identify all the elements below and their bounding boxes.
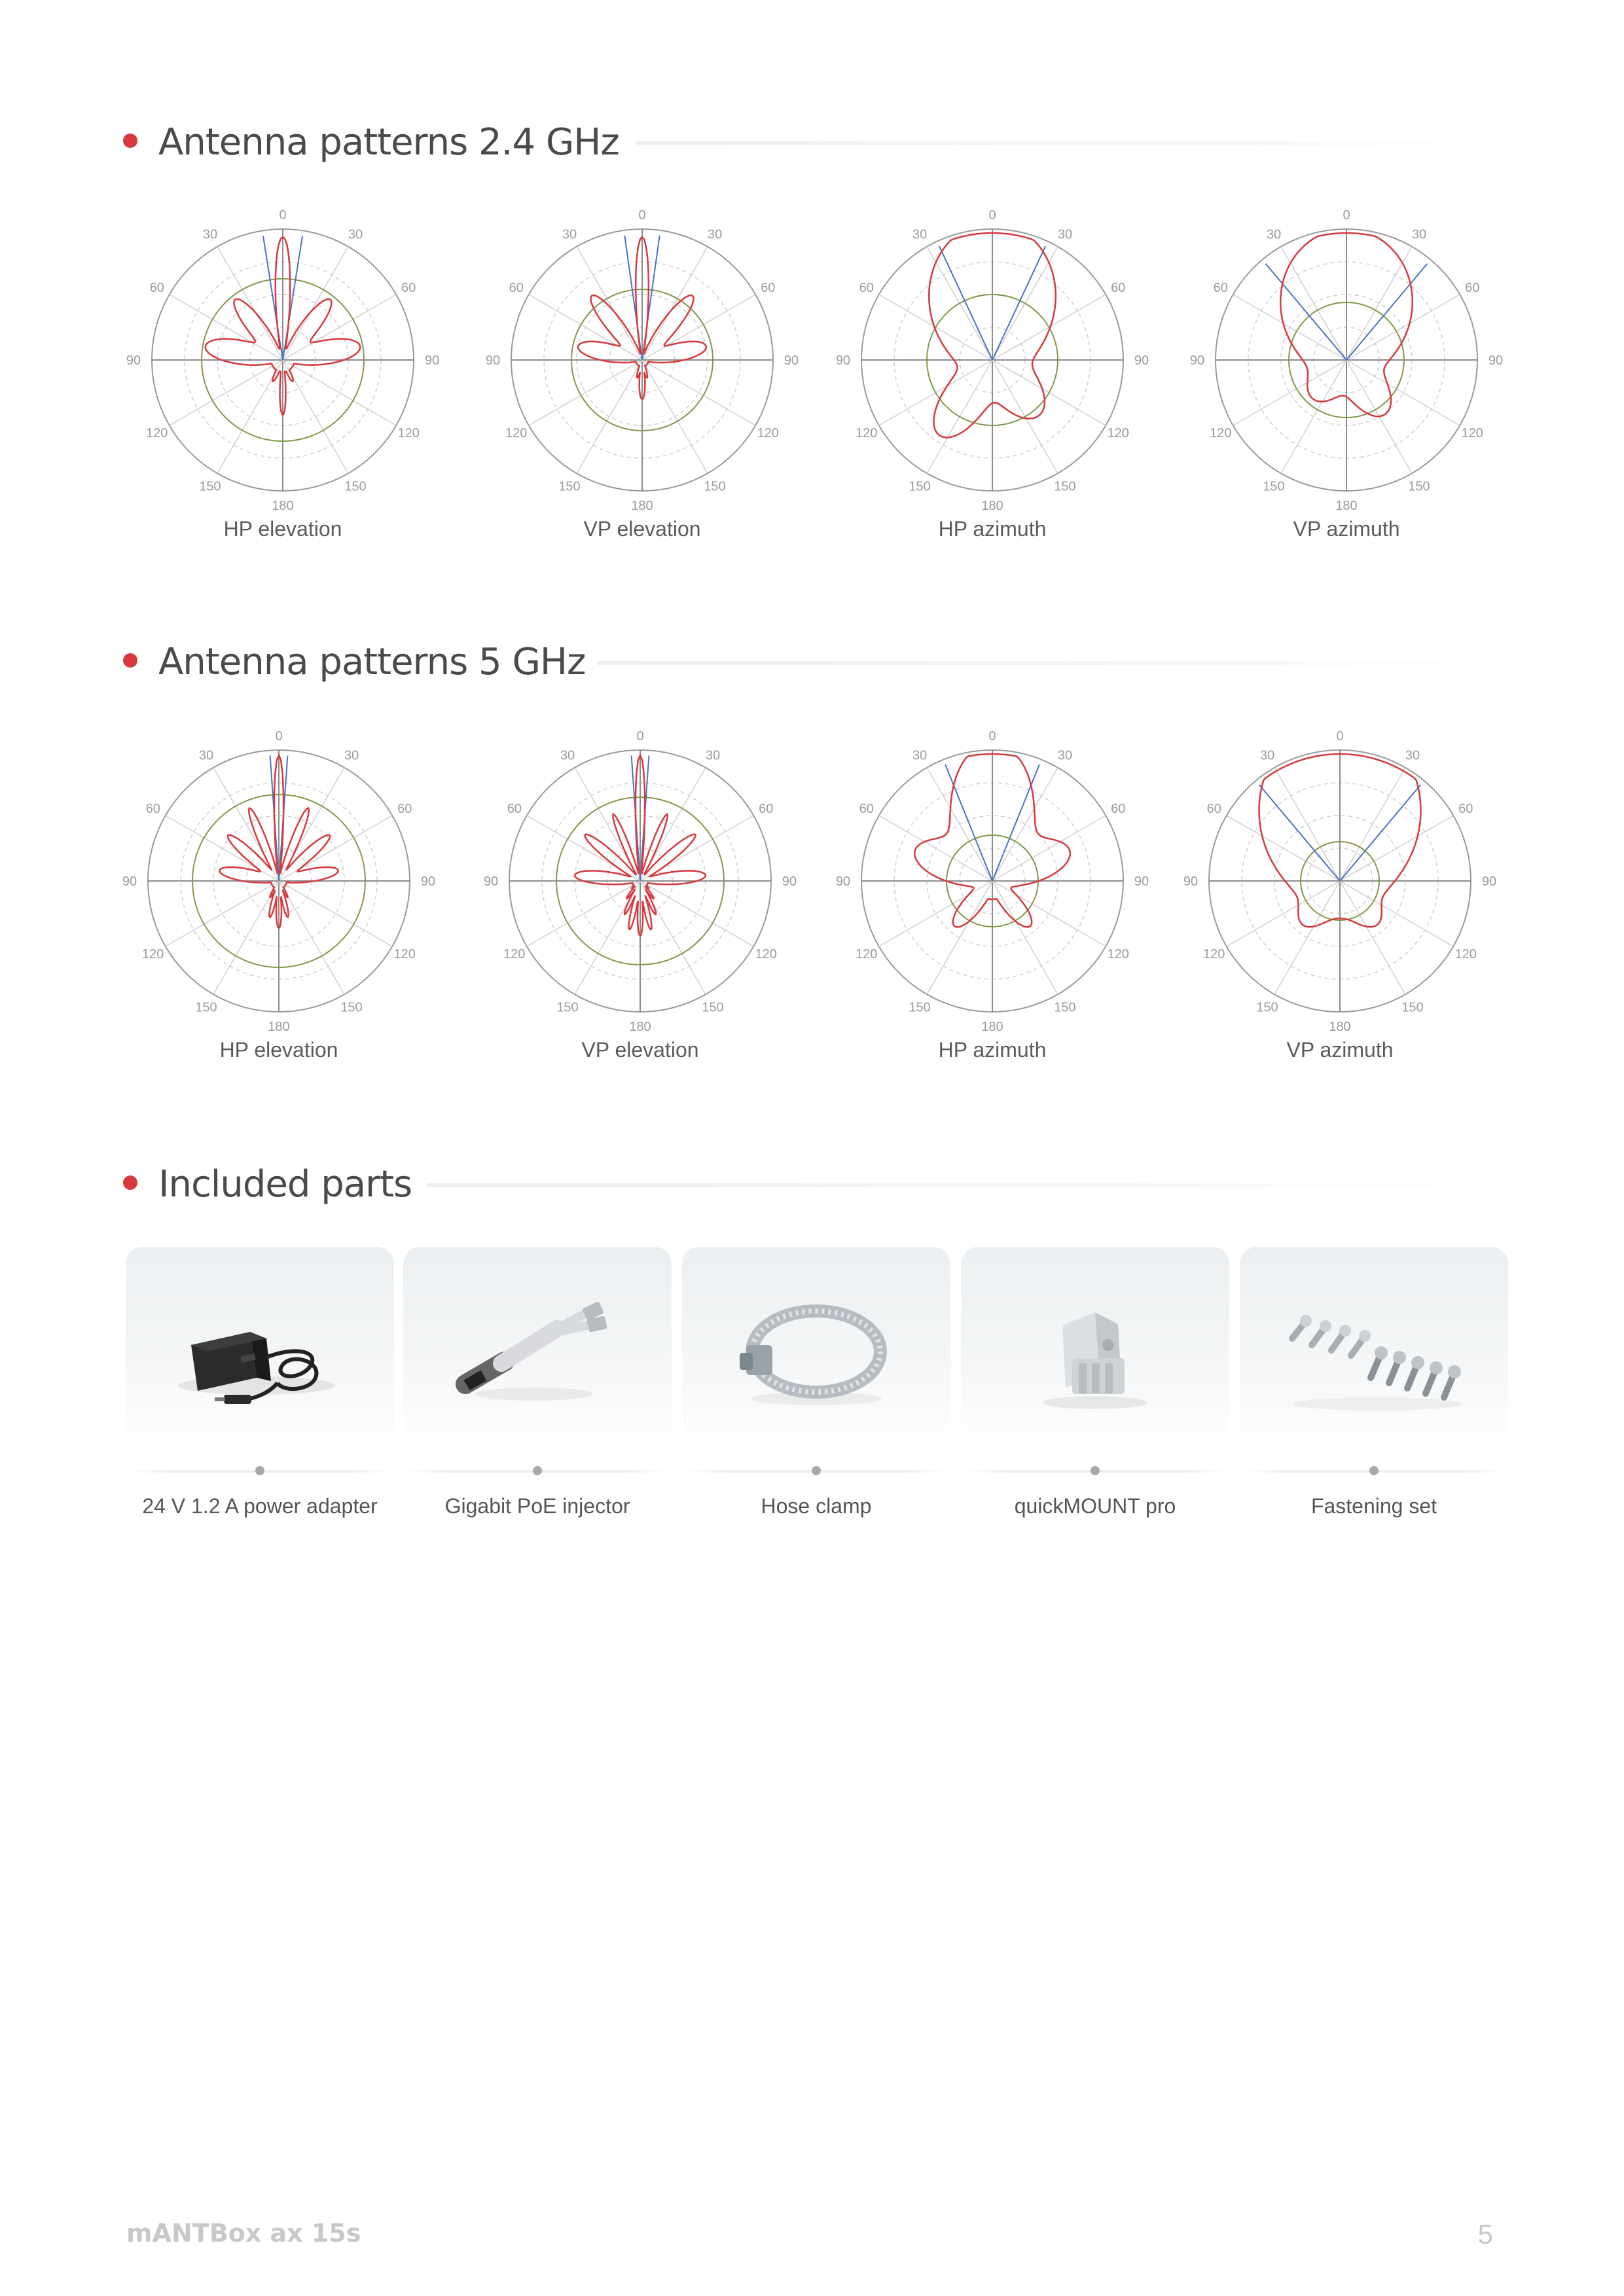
section-title: Antenna patterns 5 GHz — [158, 641, 586, 683]
angle-label: 150 — [340, 1000, 363, 1015]
angle-label: 120 — [393, 947, 416, 961]
angle-label: 150 — [558, 479, 581, 494]
fastening-set-icon — [1240, 1247, 1508, 1453]
section-bullet — [123, 134, 137, 148]
angle-label: 120 — [505, 426, 528, 440]
angle-label: 30 — [1405, 748, 1420, 763]
angle-label: 150 — [1256, 1000, 1278, 1015]
angle-label: 30 — [707, 227, 723, 242]
angle-label: 150 — [1054, 1000, 1076, 1015]
angle-label: 150 — [1263, 479, 1285, 494]
angle-label: 90 — [782, 874, 797, 889]
section-bullet — [123, 1175, 137, 1190]
angle-label: 60 — [509, 281, 524, 295]
angle-label: 60 — [145, 802, 160, 816]
angle-label: 90 — [1189, 353, 1205, 368]
angle-label: 90 — [1134, 353, 1149, 368]
angle-label: 90 — [424, 353, 440, 368]
angle-label: 180 — [629, 1020, 651, 1034]
polar-chart-hp-elevation-5 — [115, 724, 442, 1090]
angle-label: 60 — [149, 281, 164, 295]
chart-caption: VP elevation — [581, 1038, 699, 1062]
beamwidth-line — [939, 246, 992, 360]
angle-label: 0 — [988, 729, 996, 744]
angle-label: 60 — [507, 802, 522, 816]
angle-label: 60 — [1206, 802, 1221, 816]
polar-plot — [119, 203, 446, 530]
polar-chart-vp-azimuth-5 — [1176, 724, 1504, 1090]
angle-label: 120 — [1203, 947, 1225, 961]
angle-label: 30 — [912, 227, 928, 242]
polar-chart-hp-azimuth-5 — [829, 724, 1156, 1090]
part-label: Hose clamp — [761, 1494, 872, 1518]
part-dot — [533, 1466, 542, 1475]
angle-label: 0 — [636, 729, 644, 744]
chart-caption: HP elevation — [219, 1038, 338, 1062]
beamwidth-line — [1266, 264, 1346, 360]
angle-label: 90 — [784, 353, 799, 368]
chart-caption: VP azimuth — [1293, 517, 1400, 541]
polar-chart-vp-elevation-5 — [477, 724, 804, 1090]
poe-injector-icon — [403, 1247, 672, 1453]
chart-caption: VP elevation — [583, 517, 701, 541]
angle-label: 120 — [1107, 947, 1129, 961]
part-label: Gigabit PoE injector — [444, 1494, 630, 1518]
footer-page-number: 5 — [1477, 2219, 1493, 2250]
angle-label: 30 — [1259, 748, 1275, 763]
polar-plot — [829, 724, 1156, 1051]
part-dot — [255, 1466, 264, 1475]
angle-label: 60 — [1213, 281, 1228, 295]
angle-label: 180 — [981, 1020, 1003, 1034]
beamwidth-line — [1346, 264, 1427, 360]
angle-label: 30 — [560, 748, 575, 763]
angle-label: 60 — [1111, 802, 1126, 816]
angle-label: 0 — [275, 729, 283, 744]
angle-label: 120 — [142, 947, 164, 961]
chart-caption: VP azimuth — [1286, 1038, 1394, 1062]
chart-caption: HP azimuth — [938, 1038, 1047, 1062]
beamwidth-line — [1259, 785, 1340, 881]
part-label: 24 V 1.2 A power adapter — [142, 1494, 378, 1518]
angle-label: 30 — [705, 748, 721, 763]
part-dot — [812, 1466, 821, 1475]
angle-label: 30 — [1266, 227, 1282, 242]
section-rule — [597, 661, 1500, 665]
angle-label: 180 — [631, 499, 653, 513]
section-title: Included parts — [158, 1163, 412, 1206]
angle-label: 90 — [122, 874, 137, 889]
part-card-quickmount — [961, 1247, 1229, 1453]
angle-label: 90 — [485, 353, 501, 368]
angle-label: 30 — [344, 748, 359, 763]
angle-label: 90 — [420, 874, 436, 889]
angle-label: 150 — [344, 479, 367, 494]
section-header-24ghz — [119, 117, 1500, 169]
polar-plot — [115, 724, 442, 1051]
polar-plot — [478, 203, 806, 530]
part-card-fastening-set — [1240, 1247, 1508, 1453]
polar-chart-vp-azimuth-24 — [1183, 203, 1510, 569]
section-rule — [636, 141, 1500, 145]
angle-label: 150 — [704, 479, 726, 494]
polar-chart-vp-elevation-24 — [478, 203, 806, 569]
beamwidth-line — [992, 246, 1045, 360]
angle-label: 120 — [856, 947, 878, 961]
angle-label: 120 — [397, 426, 420, 440]
polar-chart-hp-azimuth-24 — [829, 203, 1156, 569]
angle-label: 90 — [835, 874, 851, 889]
angle-label: 120 — [856, 426, 878, 440]
angle-label: 120 — [757, 426, 779, 440]
section-title: Antenna patterns 2.4 GHz — [158, 121, 619, 164]
part-card-hose-clamp — [682, 1247, 950, 1453]
angle-label: 150 — [1401, 1000, 1424, 1015]
angle-label: 30 — [1057, 227, 1073, 242]
angle-label: 0 — [638, 208, 646, 223]
angle-label: 180 — [268, 1020, 290, 1034]
angle-label: 90 — [483, 874, 499, 889]
angle-label: 90 — [1134, 874, 1149, 889]
angle-label: 60 — [859, 281, 874, 295]
angle-label: 180 — [981, 499, 1003, 513]
part-dot — [1369, 1466, 1379, 1475]
angle-label: 90 — [835, 353, 851, 368]
section-header-parts — [119, 1158, 1500, 1211]
polar-chart-hp-elevation-24 — [119, 203, 446, 569]
angle-label: 120 — [146, 426, 168, 440]
power-adapter-icon — [126, 1247, 394, 1453]
part-label: quickMOUNT pro — [1014, 1494, 1176, 1518]
angle-label: 150 — [1408, 479, 1430, 494]
angle-label: 30 — [348, 227, 363, 242]
angle-label: 30 — [1411, 227, 1427, 242]
angle-label: 150 — [909, 1000, 931, 1015]
angle-label: 0 — [279, 208, 287, 223]
section-header-5ghz — [119, 636, 1500, 689]
angle-label: 30 — [562, 227, 577, 242]
angle-label: 150 — [702, 1000, 724, 1015]
angle-label: 120 — [1454, 947, 1477, 961]
angle-label: 30 — [198, 748, 214, 763]
angle-label: 90 — [126, 353, 141, 368]
hose-clamp-icon — [682, 1247, 950, 1453]
angle-label: 180 — [272, 499, 294, 513]
angle-label: 0 — [988, 208, 996, 223]
angle-label: 90 — [1488, 353, 1504, 368]
angle-label: 120 — [503, 947, 526, 961]
angle-label: 60 — [1111, 281, 1126, 295]
angle-label: 150 — [1054, 479, 1076, 494]
angle-label: 0 — [1343, 208, 1350, 223]
angle-label: 60 — [759, 802, 774, 816]
angle-label: 90 — [1481, 874, 1497, 889]
angle-label: 60 — [397, 802, 412, 816]
angle-label: 150 — [199, 479, 221, 494]
angle-label: 60 — [761, 281, 776, 295]
angle-label: 150 — [556, 1000, 579, 1015]
part-card-power-adapter — [126, 1247, 394, 1453]
chart-caption: HP azimuth — [938, 517, 1047, 541]
angle-label: 120 — [1107, 426, 1129, 440]
polar-plot — [829, 203, 1156, 530]
angle-label: 60 — [1458, 802, 1473, 816]
beamwidth-line — [945, 764, 992, 881]
angle-label: 180 — [1335, 499, 1358, 513]
angle-label: 120 — [755, 947, 777, 961]
angle-label: 30 — [202, 227, 218, 242]
angle-label: 0 — [1336, 729, 1344, 744]
angle-label: 30 — [912, 748, 928, 763]
part-label: Fastening set — [1310, 1494, 1437, 1518]
polar-plot — [477, 724, 804, 1051]
beamwidth-line — [1340, 785, 1420, 881]
angle-label: 120 — [1461, 426, 1483, 440]
angle-label: 150 — [909, 479, 931, 494]
angle-label: 60 — [401, 281, 416, 295]
chart-caption: HP elevation — [223, 517, 342, 541]
part-dot — [1091, 1466, 1100, 1475]
mount-bracket-icon — [961, 1247, 1229, 1453]
polar-plot — [1176, 724, 1504, 1051]
section-bullet — [123, 653, 137, 668]
angle-label: 90 — [1183, 874, 1199, 889]
angle-label: 60 — [1465, 281, 1480, 295]
part-card-poe-injector — [403, 1247, 672, 1453]
angle-label: 180 — [1329, 1020, 1351, 1034]
angle-label: 60 — [859, 802, 874, 816]
polar-plot — [1183, 203, 1510, 530]
beamwidth-line — [992, 764, 1039, 881]
section-rule — [427, 1183, 1500, 1187]
angle-label: 120 — [1210, 426, 1232, 440]
angle-label: 150 — [195, 1000, 217, 1015]
angle-label: 30 — [1057, 748, 1073, 763]
footer-product-name: mANTBox ax 15s — [126, 2219, 361, 2248]
